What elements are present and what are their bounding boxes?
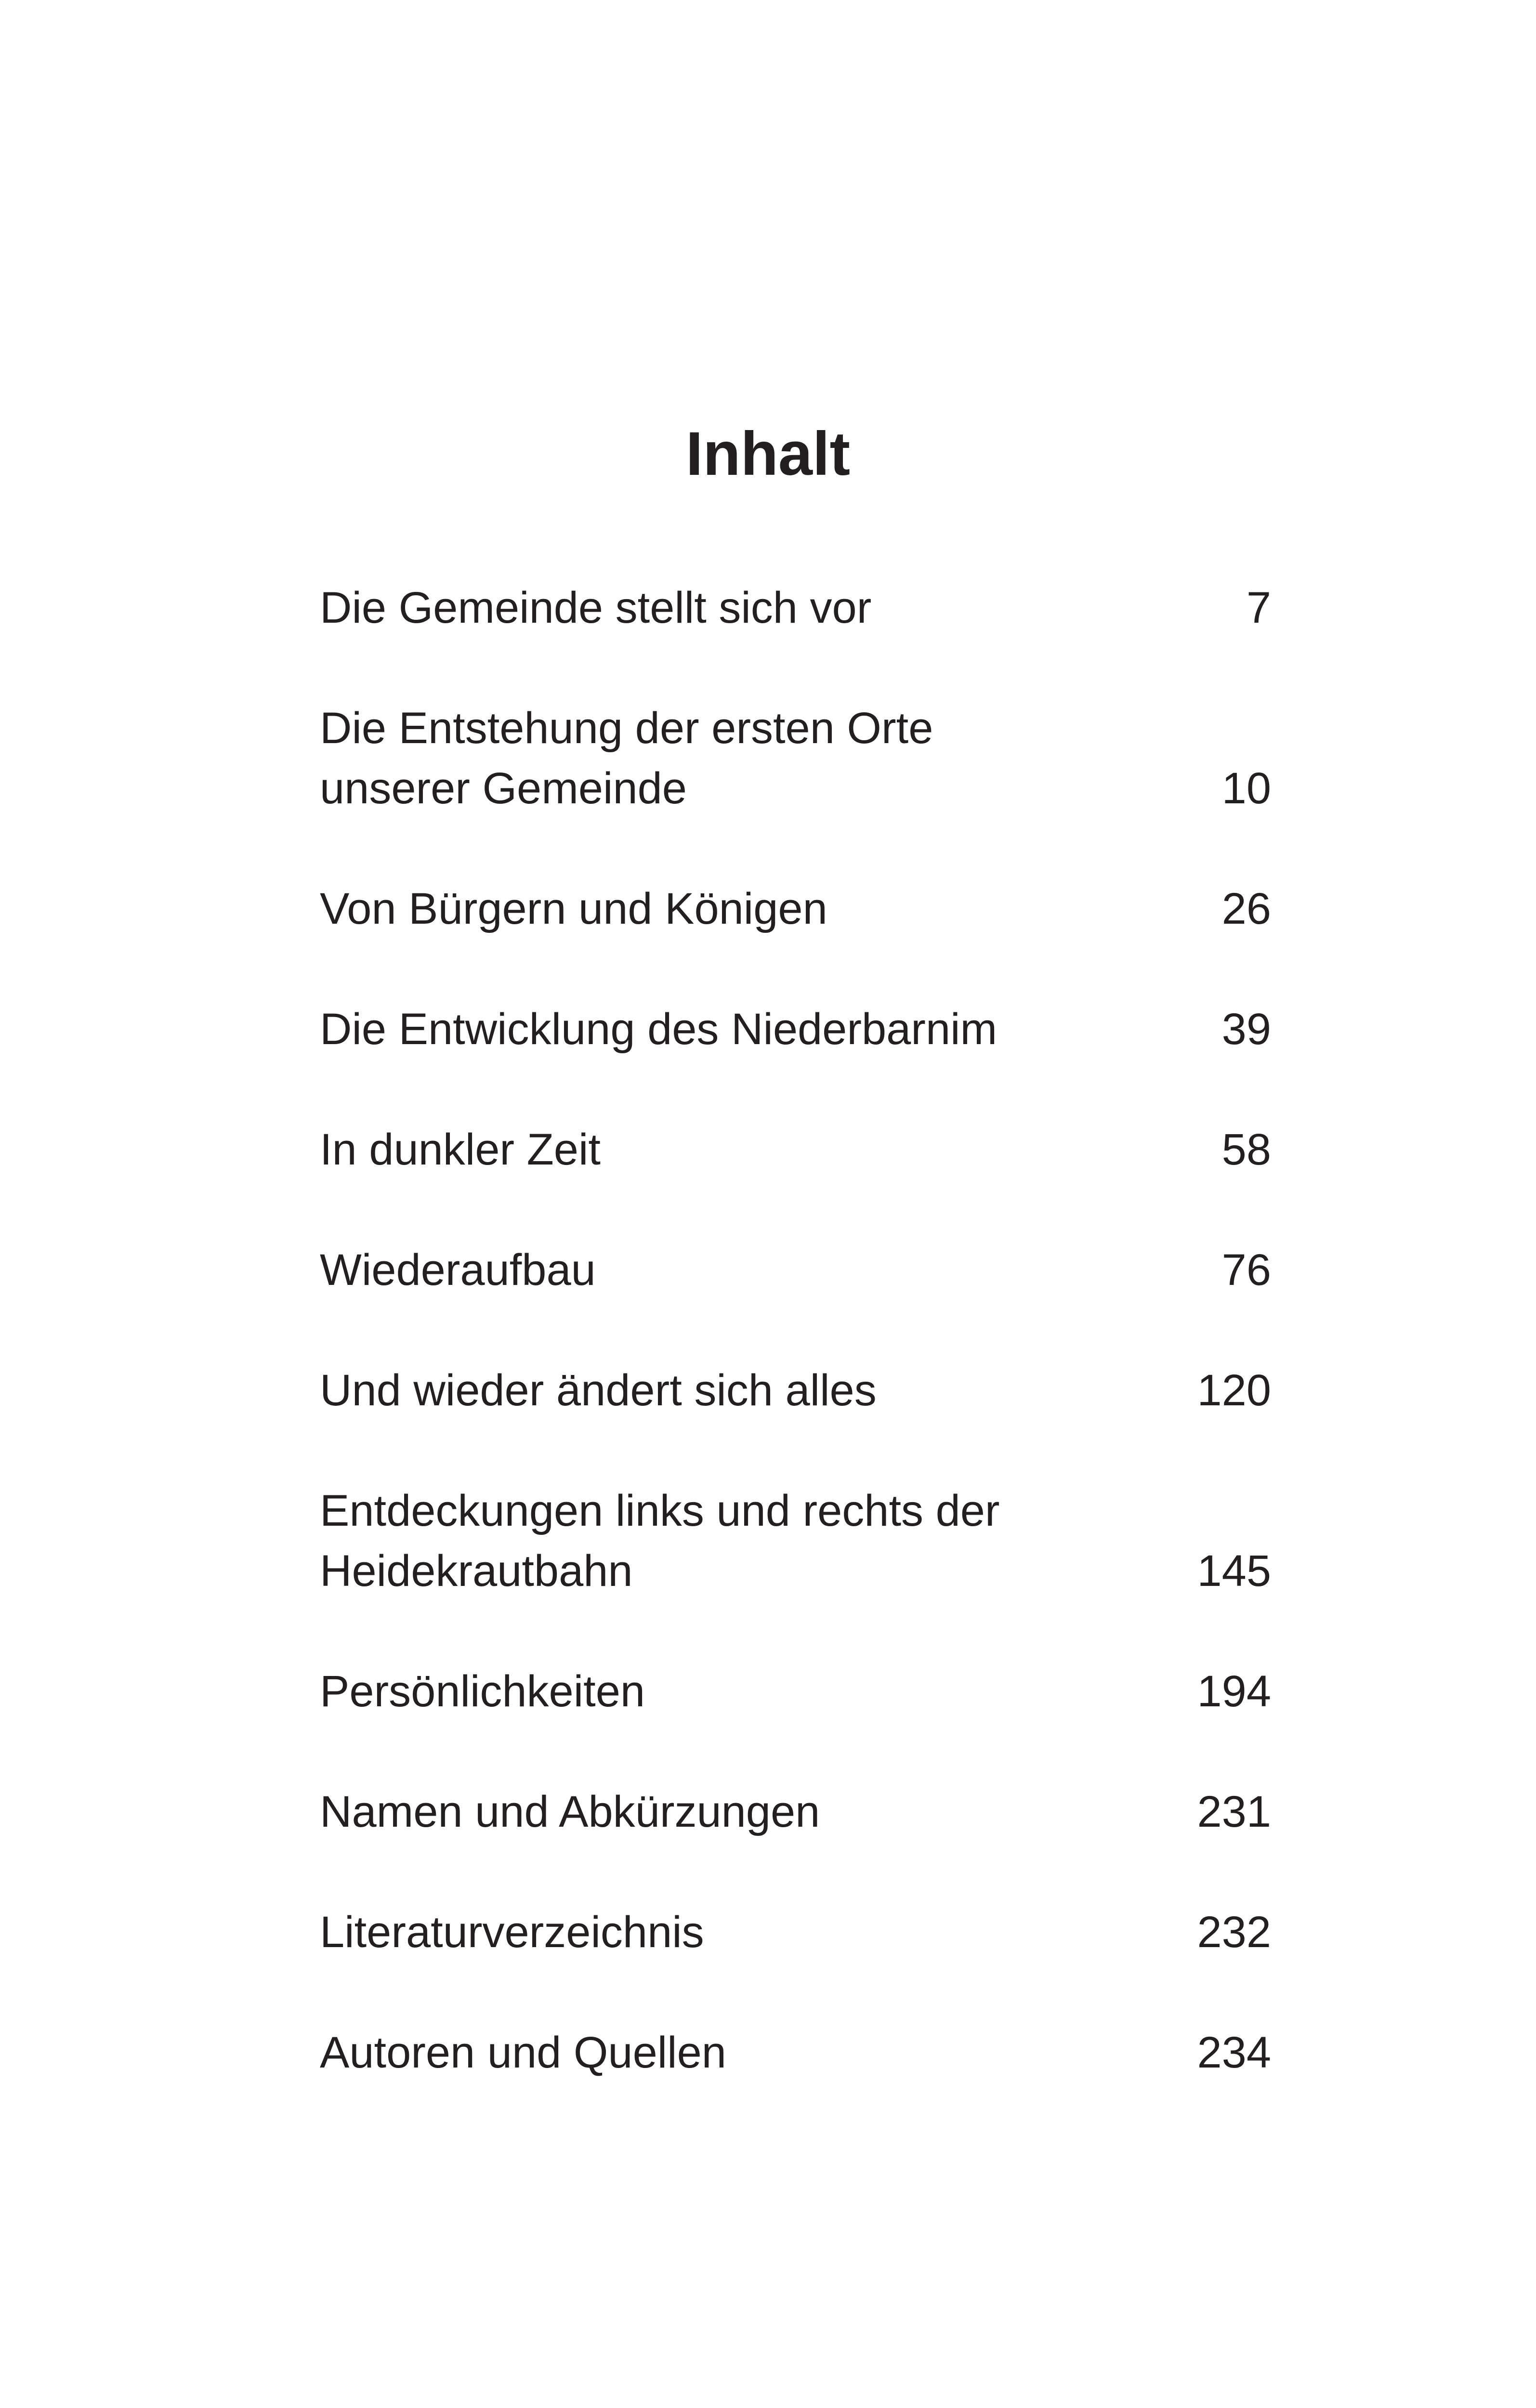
toc-entry-page-number: 10 bbox=[1221, 764, 1271, 813]
toc-entry bbox=[320, 879, 1271, 939]
toc-entry bbox=[320, 1782, 1271, 1842]
toc-entry-title: Die Entwicklung des Niederbarnim bbox=[320, 1005, 998, 1054]
toc-entry-page-number: 39 bbox=[1221, 1005, 1271, 1054]
toc-entry-title: Persönlichkeiten bbox=[320, 1667, 645, 1716]
toc-entry-page-number: 58 bbox=[1221, 1125, 1271, 1174]
toc-entry-title: Autoren und Quellen bbox=[320, 2028, 726, 2077]
toc-entry bbox=[320, 1662, 1271, 1722]
toc-entry bbox=[320, 1902, 1271, 1963]
toc-entry-title: Namen und Abkürzungen bbox=[320, 1787, 820, 1836]
toc-entry-page-number: 76 bbox=[1221, 1245, 1271, 1295]
toc-entry-title: In dunkler Zeit bbox=[320, 1125, 601, 1174]
toc-entry bbox=[320, 999, 1271, 1060]
toc-entry-title: Von Bürgern und Königen bbox=[320, 884, 827, 933]
toc-entry bbox=[320, 2023, 1271, 2083]
toc-entry bbox=[320, 1120, 1271, 1180]
toc-entry-page-number: 234 bbox=[1197, 2028, 1271, 2077]
toc-entry bbox=[320, 1481, 1271, 1601]
toc-entry-title: Literaturverzeichnis bbox=[320, 1908, 704, 1957]
toc-entry bbox=[320, 698, 1271, 819]
toc-entry-page-number: 145 bbox=[1197, 1546, 1271, 1596]
toc-entry-title: Die Entstehung der ersten Orte unserer Gemeinde bbox=[320, 704, 933, 813]
toc-entry bbox=[320, 1361, 1271, 1421]
toc-entry-title: Wiederaufbau bbox=[320, 1245, 596, 1295]
toc-entry-page-number: 7 bbox=[1246, 583, 1271, 632]
toc-entry bbox=[320, 1240, 1271, 1300]
toc-entry-page-number: 232 bbox=[1197, 1908, 1271, 1957]
toc-entry-page-number: 231 bbox=[1197, 1787, 1271, 1836]
toc-entry-title: Und wieder ändert sich alles bbox=[320, 1366, 877, 1415]
toc-entry-page-number: 120 bbox=[1197, 1366, 1271, 1415]
toc-entry-page-number: 194 bbox=[1197, 1667, 1271, 1716]
toc-entry-page-number: 26 bbox=[1221, 884, 1271, 933]
toc-entry-title: Die Gemeinde stellt sich vor bbox=[320, 583, 872, 632]
toc-entry-title: Entdeckungen links und rechts der Heidekrautbahn bbox=[320, 1486, 1000, 1596]
page-title: Inhalt bbox=[685, 419, 851, 488]
toc-entry bbox=[320, 578, 1271, 638]
table-of-contents bbox=[320, 578, 1271, 2143]
